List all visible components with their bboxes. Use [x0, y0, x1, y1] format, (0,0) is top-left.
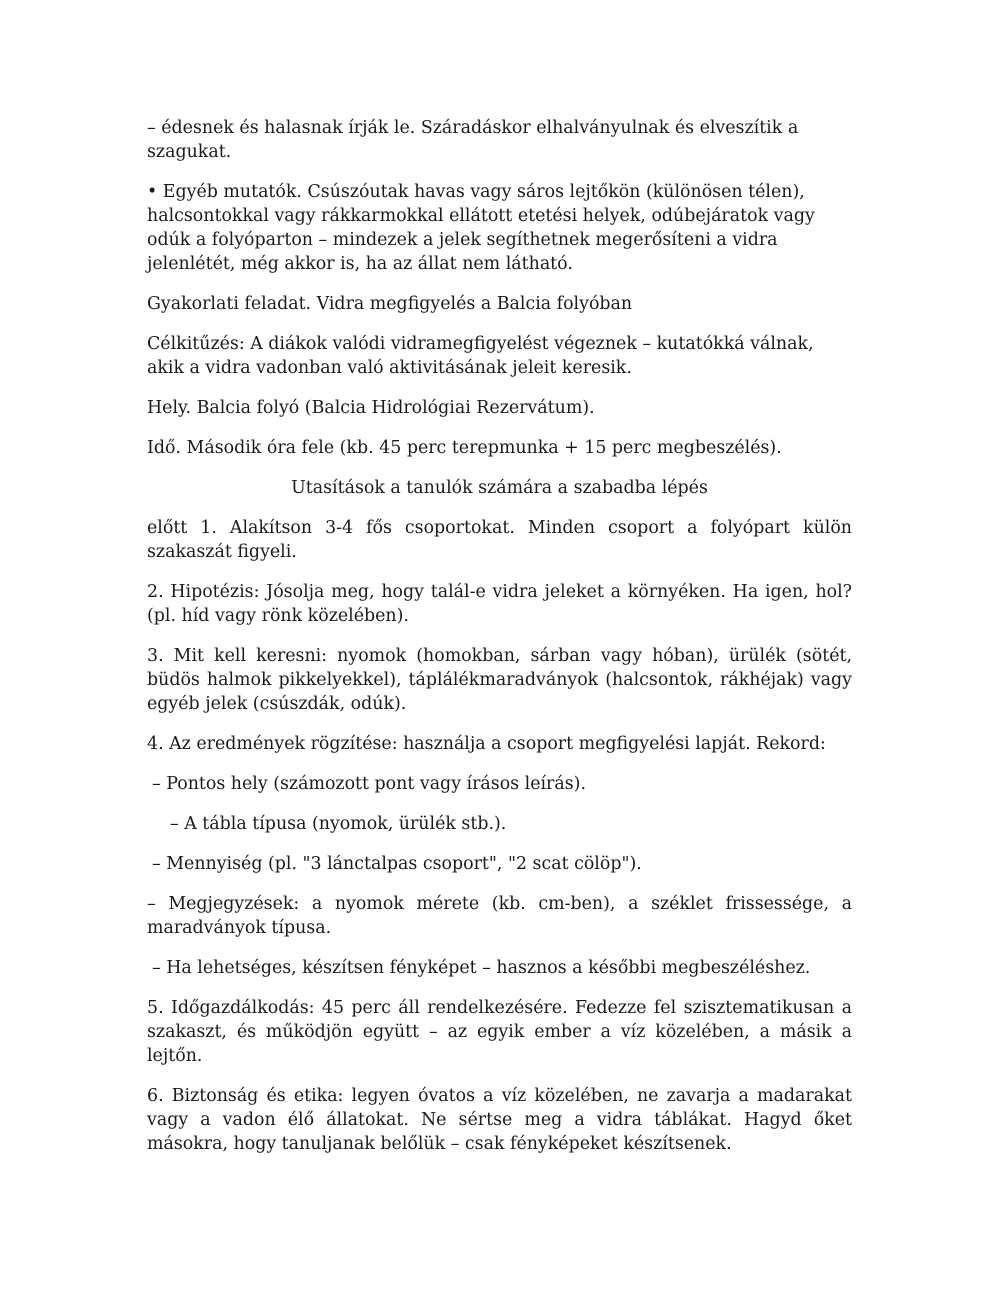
paragraph-step-4: 4. Az eredmények rögzítése: használja a csoport megfigyelési lapját. Rekord:: [147, 734, 826, 754]
paragraph-scent-description: – édesnek és halasnak írják le. Száradáskor elhalványulnak és elveszítik a szagukat.: [147, 118, 799, 162]
list-item-quantity: – Mennyiség (pl. "3 lánctalpas csoport", "2 scat cölöp").: [152, 854, 642, 874]
paragraph-location: Hely. Balcia folyó (Balcia Hidrológiai Rezervátum).: [147, 398, 595, 418]
paragraph-step-6: 6. Biztonság és etika: legyen óvatos a víz közelében, ne zavarja a madarakat vagy a vadon élő állatokat. Ne sértse meg a vidra táblákat. Hagyd őket másokra, hogy tanuljanak belőlük – csak fényképeket készítsenek.: [147, 1086, 852, 1154]
paragraph-time: Idő. Második óra fele (kb. 45 perc terepmunka + 15 perc megbeszélés).: [147, 438, 782, 458]
document-body: [147, 116, 852, 1172]
paragraph-step-1: előtt 1. Alakítson 3-4 fős csoportokat. Minden csoport a folyópart külön szakaszát figyeli.: [147, 518, 852, 562]
paragraph-other-indicators: • Egyéb mutatók. Csúszóutak havas vagy sáros lejtőkön (különösen télen), halcsontokkal vagy rákkarmokkal ellátott etetési helyek, odúbejáratok vagy odúk a folyóparton – mindezek a jelek segíthetnek megerősíteni a vidra jelenlétét, még akkor is, ha az állat nem látható.: [147, 182, 815, 274]
list-item-sign-type: – A tábla típusa (nyomok, ürülék stb.).: [170, 814, 507, 834]
paragraph-objective: Célkitűzés: A diákok valódi vidramegfigyelést végeznek – kutatókká válnak, akik a vidra vadonban való aktivitásának jeleit keresik.: [147, 334, 814, 378]
list-item-exact-location: – Pontos hely (számozott pont vagy írásos leírás).: [152, 774, 586, 794]
paragraph-step-3: 3. Mit kell keresni: nyomok (homokban, sárban vagy hóban), ürülék (sötét, büdös halmok pikkelyekkel), táplálékmaradványok (halcsontok, rákhéjak) vagy egyéb jelek (csúszdák, odúk).: [147, 646, 852, 714]
paragraph-instructions-heading: Utasítások a tanulók számára a szabadba lépés: [291, 478, 708, 498]
list-item-notes: – Megjegyzések: a nyomok mérete (kb. cm-ben), a széklet frissessége, a maradványok típusa.: [147, 894, 852, 938]
paragraph-step-2: 2. Hipotézis: Jósolja meg, hogy talál-e vidra jeleket a környéken. Ha igen, hol? (pl. híd vagy rönk közelében).: [147, 582, 852, 626]
paragraph-practical-task-title: Gyakorlati feladat. Vidra megfigyelés a Balcia folyóban: [147, 294, 633, 314]
list-item-photo: – Ha lehetséges, készítsen fényképet – hasznos a későbbi megbeszéléshez.: [152, 958, 811, 978]
paragraph-step-5: 5. Időgazdálkodás: 45 perc áll rendelkezésére. Fedezze fel szisztematikusan a szakaszt, és működjön együtt – az egyik ember a víz közelében, a másik a lejtőn.: [147, 998, 852, 1066]
